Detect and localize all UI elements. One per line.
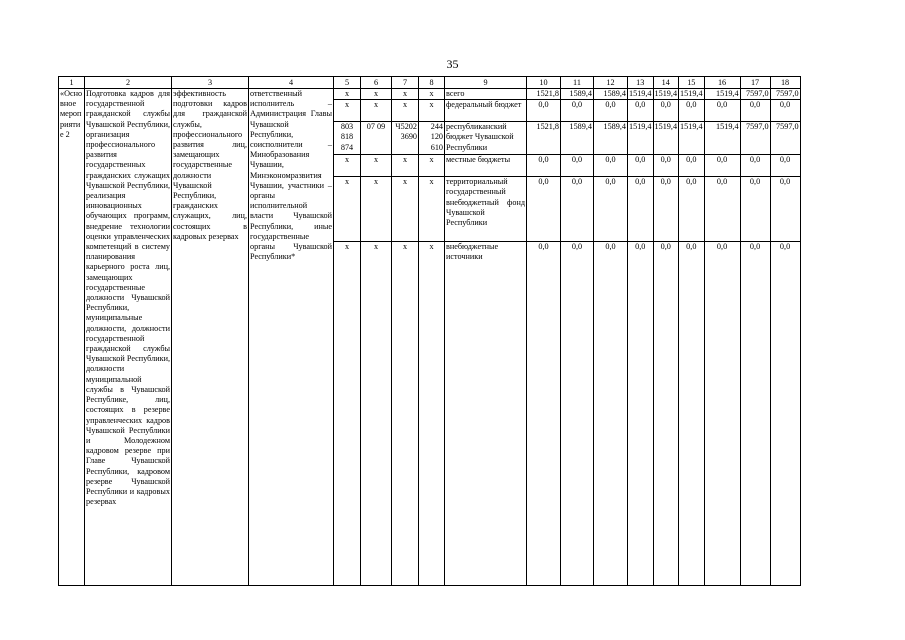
value-cell: 0,0 <box>679 242 705 264</box>
header-cell: 5 <box>334 77 361 89</box>
section-code: x <box>361 100 392 122</box>
expense-type-code: 244 120 610 <box>419 122 445 155</box>
funding-source: федеральный бюджет <box>445 100 527 122</box>
value-cell: 0,0 <box>594 177 628 242</box>
value-cell: 0,0 <box>740 100 770 122</box>
value-cell: 0,0 <box>628 155 654 177</box>
value-cell: 0,0 <box>740 155 770 177</box>
value-cell: 0,0 <box>628 177 654 242</box>
value-cell: 1519,4 <box>653 122 679 155</box>
expense-type-code: x <box>419 155 445 177</box>
grbs-code: x <box>334 177 361 242</box>
value-cell: 0,0 <box>527 100 561 122</box>
value-cell: 0,0 <box>561 100 594 122</box>
value-cell: 1521,8 <box>527 122 561 155</box>
value-cell: 1519,4 <box>704 122 740 155</box>
value-cell: 1519,4 <box>628 122 654 155</box>
grbs-code: x <box>334 89 361 100</box>
header-cell: 17 <box>740 77 770 89</box>
empty-cell <box>740 264 770 586</box>
header-cell: 10 <box>527 77 561 89</box>
value-cell: 0,0 <box>561 155 594 177</box>
value-cell: 0,0 <box>527 242 561 264</box>
value-cell: 7597,0 <box>740 89 770 100</box>
target-article-code: x <box>392 242 419 264</box>
section-code: x <box>361 242 392 264</box>
value-cell: 1521,8 <box>527 89 561 100</box>
funding-source: всего <box>445 89 527 100</box>
value-cell: 1519,4 <box>629 89 652 98</box>
section-code: x <box>361 177 392 242</box>
grbs-code: x <box>334 242 361 264</box>
value-cell: 0,0 <box>527 155 561 177</box>
value-cell: 0,0 <box>653 177 679 242</box>
table-row <box>59 89 801 100</box>
header-cell: 4 <box>249 77 334 89</box>
empty-cell <box>419 264 445 586</box>
value-cell: 1589,4 <box>594 89 628 100</box>
target-article-code: Ч5202 3690 <box>392 122 419 155</box>
expense-type-code: x <box>419 177 445 242</box>
expense-type-code: x <box>419 100 445 122</box>
header-cell: 2 <box>85 77 172 89</box>
value-cell: 0,0 <box>679 177 705 242</box>
budget-table <box>58 76 801 586</box>
grbs-code: x <box>334 100 361 122</box>
value-cell: 0,0 <box>561 177 594 242</box>
section-code: x <box>361 155 392 177</box>
value-cell: 0,0 <box>704 100 740 122</box>
target-article-code: x <box>392 89 419 100</box>
value-cell: 0,0 <box>770 155 800 177</box>
header-row <box>59 77 801 89</box>
value-cell: 1519,4 <box>680 89 703 98</box>
value-cell: 0,0 <box>561 242 594 264</box>
empty-cell <box>770 264 800 586</box>
header-cell: 6 <box>361 77 392 89</box>
empty-cell <box>704 264 740 586</box>
expense-type-code: x <box>419 89 445 100</box>
value-cell: 0,0 <box>770 100 800 122</box>
grbs-code: x <box>334 155 361 177</box>
value-cell: 0,0 <box>679 100 705 122</box>
measure-name-cell: «Основное мероприятие 2 <box>59 89 85 586</box>
value-cell: 0,0 <box>653 155 679 177</box>
value-cell: 0,0 <box>740 242 770 264</box>
value-cell: 7597,0 <box>770 122 800 155</box>
value-cell: 0,0 <box>628 242 654 264</box>
empty-cell <box>527 264 561 586</box>
value-cell: 0,0 <box>704 177 740 242</box>
funding-source: внебюджетные источники <box>445 242 527 264</box>
value-cell: 0,0 <box>594 155 628 177</box>
empty-cell <box>653 264 679 586</box>
header-cell: 13 <box>628 77 654 89</box>
value-cell: 0,0 <box>594 242 628 264</box>
target-article-code: x <box>392 155 419 177</box>
value-cell: 1589,4 <box>594 122 628 155</box>
target-article-code: x <box>392 100 419 122</box>
funding-source: республиканский бюджет Чувашской Республики <box>445 122 527 155</box>
value-cell: 0,0 <box>653 100 679 122</box>
funding-source: местные бюджеты <box>445 155 527 177</box>
empty-cell <box>594 264 628 586</box>
header-cell: 14 <box>653 77 679 89</box>
value-cell: 0,0 <box>594 100 628 122</box>
value-cell: 0,0 <box>653 242 679 264</box>
header-cell: 8 <box>419 77 445 89</box>
page-number: 35 <box>446 57 459 71</box>
section-code: 07 09 <box>361 122 392 155</box>
section-code: x <box>361 89 392 100</box>
empty-cell <box>445 264 527 586</box>
empty-cell <box>679 264 705 586</box>
header-cell: 18 <box>770 77 800 89</box>
header-cell: 9 <box>445 77 527 89</box>
value-cell: 7597,0 <box>770 89 800 100</box>
executors-cell: ответственный исполнитель – Администрация Главы Чувашской Республики, соисполнители – Минобразования Чувашии, Минэкономразвития Чувашии, участники – органы исполнительной власти Чувашской Республики, иные государственные органы Чувашской Республики* <box>249 89 334 586</box>
header-cell: 3 <box>172 77 249 89</box>
empty-cell <box>392 264 419 586</box>
measure-description-cell: Подготовка кадров для государственной гражданской службы Чувашской Республики, организация профессионального развития государственных гражданских служащих Чувашской Республики, реализация инновационных обучающих программ, внедрение технологии оценки управленческих компетенций в систему планирования карьерного роста лиц, замещающих государственные должности Чувашской Республики, муниципальные должности, должности государственной гражданской службы Чувашской Республики, должности муниципальной службы в Чувашской Республике, лиц, состоящих в резерве управленческих кадров Чувашской Республики и Молодежном кадровом резерве при Главе Чувашской Республики, кадровом резерве Чувашской Республики и кадровых резервах <box>85 89 172 586</box>
value-cell: 0,0 <box>527 177 561 242</box>
value-cell: 0,0 <box>704 155 740 177</box>
value-cell: 0,0 <box>679 155 705 177</box>
grbs-code: 803 818 874 <box>334 122 361 155</box>
value-cell: 0,0 <box>770 177 800 242</box>
header-cell: 12 <box>594 77 628 89</box>
empty-cell <box>334 264 361 586</box>
empty-cell <box>628 264 654 586</box>
value-cell: 1519,4 <box>654 89 678 98</box>
target-article-code: x <box>392 177 419 242</box>
value-cell: 1519,4 <box>704 89 740 100</box>
value-cell: 1589,4 <box>561 89 594 100</box>
empty-cell <box>361 264 392 586</box>
value-cell: 0,0 <box>704 242 740 264</box>
header-cell: 16 <box>704 77 740 89</box>
header-cell: 1 <box>59 77 85 89</box>
indicator-cell: эффективность подготовки кадров для гражданской службы, профессионального развития лиц, замещающих государственные должности Чувашской Республики, гражданских служащих, лиц, состоящих в кадровых резервах <box>172 89 249 586</box>
header-cell: 11 <box>561 77 594 89</box>
empty-cell <box>561 264 594 586</box>
value-cell: 0,0 <box>628 100 654 122</box>
value-cell: 7597,0 <box>740 122 770 155</box>
value-cell: 1519,4 <box>679 122 705 155</box>
header-cell: 15 <box>679 77 705 89</box>
value-cell: 0,0 <box>770 242 800 264</box>
funding-source: территориальный государственный внебюджетный фонд Чувашской Республики <box>445 177 527 242</box>
expense-type-code: x <box>419 242 445 264</box>
value-cell: 0,0 <box>740 177 770 242</box>
header-cell: 7 <box>392 77 419 89</box>
value-cell: 1589,4 <box>561 122 594 155</box>
